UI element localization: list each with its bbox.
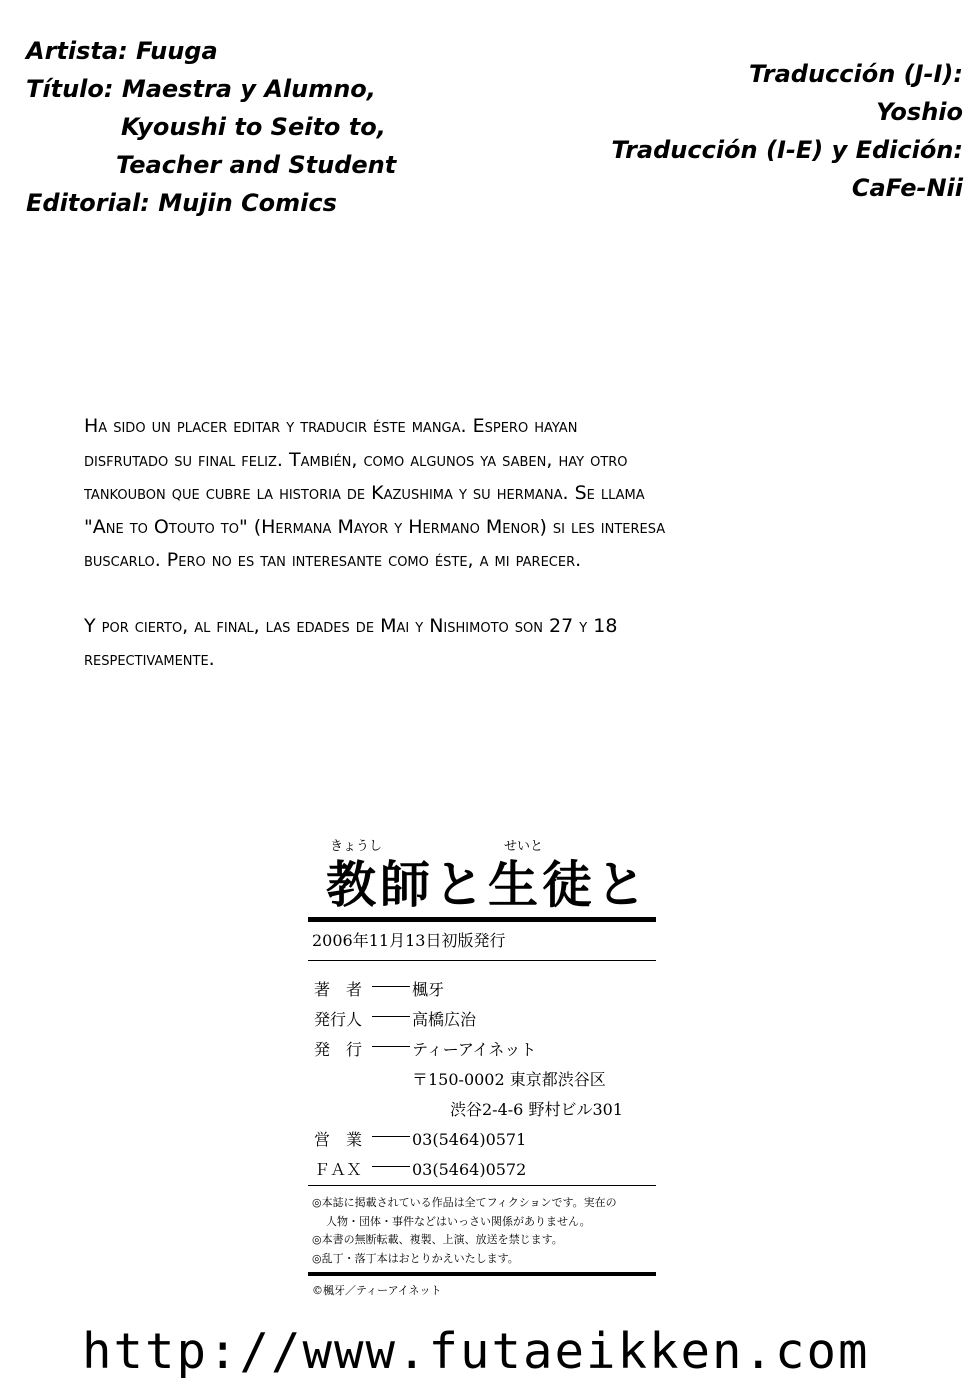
fax-row (308, 1155, 658, 1185)
note-line: Ha sido un placer editar y traducir éste manga. Espero hayan (84, 415, 578, 437)
translation-ie-name: CaFe-Nii (851, 174, 963, 202)
author-label: 著 者 (314, 980, 363, 999)
ruby-kyoushi: きょうし (330, 839, 383, 854)
leader-line (372, 1046, 410, 1047)
leader-line (372, 1136, 410, 1137)
note-line: respectivamente. (84, 648, 215, 670)
sales-value: 03(5464)0571 (412, 1130, 527, 1149)
translation-ji-name: Yoshio (876, 98, 963, 126)
credits-right (611, 55, 963, 207)
author-value: 楓牙 (412, 980, 445, 999)
note-line: "Ane to Otouto to" (Hermana Mayor y Hermano Menor) si les interesa (84, 515, 666, 538)
divider (308, 960, 656, 961)
credits-left (26, 32, 396, 222)
ruby-seito: せいと (504, 839, 544, 854)
book-title: 教師と生徒と (326, 855, 650, 914)
copyright-line: ©楓牙／ティーアイネット (312, 1284, 442, 1297)
note-paragraph-1 (84, 410, 904, 578)
translator-note (84, 410, 904, 709)
publisher-label: 発 行 (314, 1040, 363, 1059)
publication-date: 2006年11月13日初版発行 (312, 931, 506, 950)
title-credit-alt1: Kyoushi to Seito to, (121, 113, 386, 141)
title-credit: Título: Maestra y Alumno, (26, 75, 376, 103)
notice-fiction-cont: 人物・団体・事件などはいっさい関係がありません。 (326, 1214, 591, 1228)
notice-copyright: ◎本書の無断転載、複製、上演、放送を禁じます。 (312, 1233, 563, 1246)
notice-fiction: ◎本誌に掲載されている作品は全てフィクションです。実在の (312, 1196, 617, 1209)
address-line-1: 〒150-0002 東京都渋谷区 (412, 1070, 606, 1089)
author-row (308, 975, 658, 1005)
address-line-2: 渋谷2-4-6 野村ビル301 (450, 1100, 623, 1119)
publication-info (308, 975, 658, 1185)
sales-row (308, 1125, 658, 1155)
issuer-row (308, 1005, 658, 1035)
fax-label: ＦＡＸ (314, 1160, 363, 1179)
publisher-row (308, 1035, 658, 1065)
issuer-value: 高橋広治 (412, 1010, 477, 1029)
note-paragraph-2 (84, 610, 904, 677)
note-line: tankoubon que cubre la historia de Kazushima y su hermana. Se llama (84, 482, 645, 504)
note-line: Y por cierto, al final, las edades de Mai y Nishimoto son 27 y 18 (84, 614, 618, 637)
leader-line (372, 986, 410, 987)
colophon (308, 835, 658, 1298)
note-line: disfrutado su final feliz. También, como algunos ya saben, hay otro (84, 448, 628, 471)
leader-line (372, 1166, 410, 1167)
leader-line (372, 1016, 410, 1017)
issuer-label: 発行人 (314, 1010, 363, 1029)
translation-ji-label: Traducción (J-I): (749, 60, 963, 88)
title-credit-alt2: Teacher and Student (116, 151, 397, 179)
artist-credit: Artista: Fuuga (26, 37, 218, 65)
translation-ie-label: Traducción (I-E) y Edición: (611, 136, 963, 164)
divider (308, 1185, 656, 1186)
title-ruby (308, 835, 658, 857)
notices (308, 1194, 658, 1268)
publisher-value: ティーアイネット (412, 1040, 537, 1059)
website-url: http://www.futaeikken.com (82, 1323, 870, 1380)
sales-label: 営 業 (314, 1130, 363, 1149)
notice-defects: ◎乱丁・落丁本はおとりかえいたします。 (312, 1251, 519, 1265)
note-line: buscarlo. Pero no es tan interesante como éste, a mi parecer. (84, 549, 582, 571)
fax-value: 03(5464)0572 (412, 1160, 527, 1179)
publisher-credit: Editorial: Mujin Comics (26, 189, 337, 217)
